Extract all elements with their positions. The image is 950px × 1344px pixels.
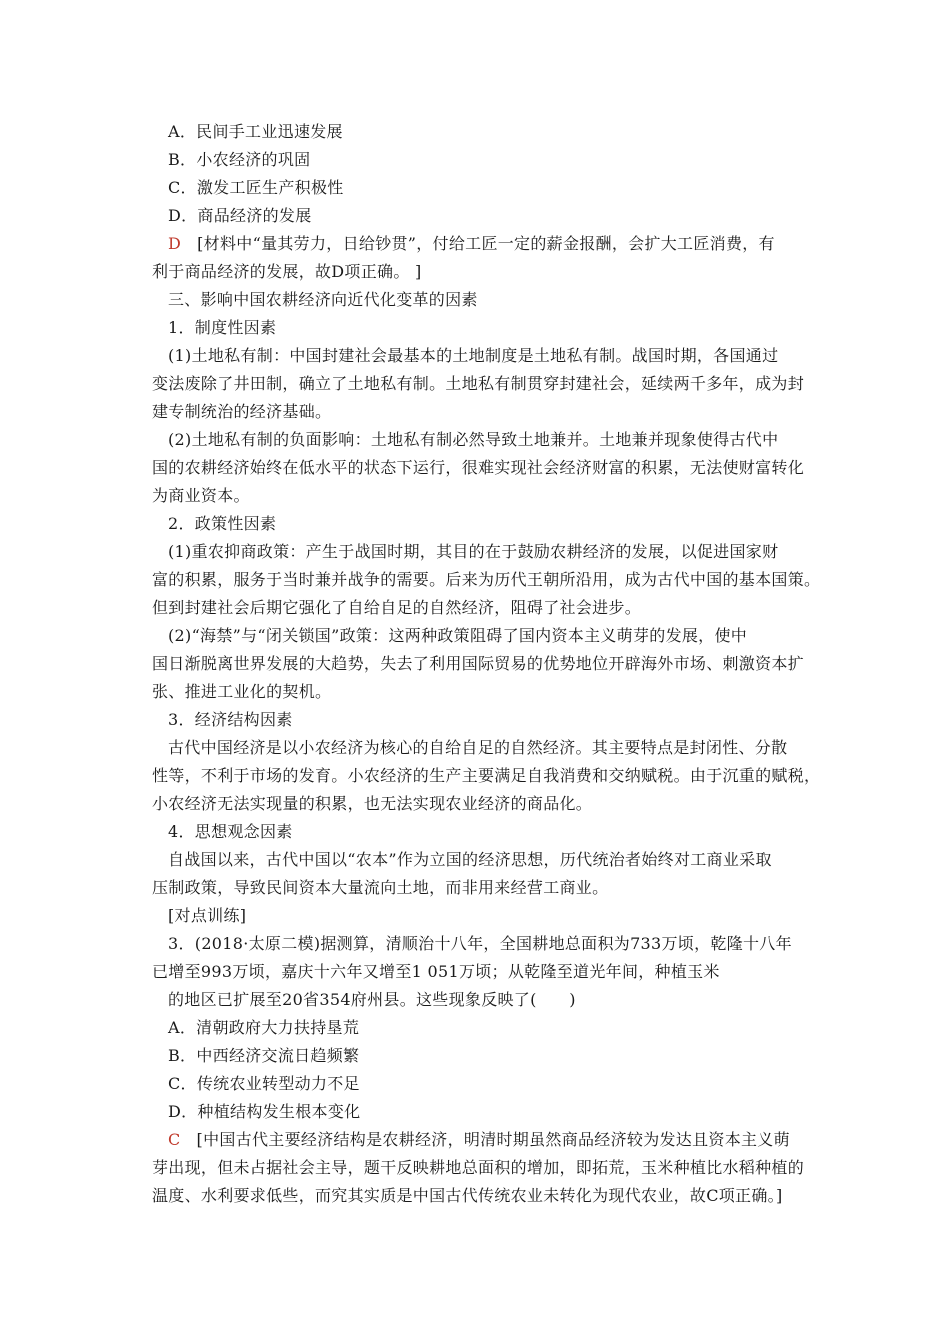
q2-option-b: B．小农经济的巩固 bbox=[168, 150, 311, 169]
heading-ideology: 4．思想观念因素 bbox=[168, 822, 293, 841]
p5-line-2: 性等，不利于市场的发育。小农经济的生产主要满足自我消费和交纳赋税。由于沉重的赋税， bbox=[152, 766, 821, 785]
p1-line-3: 建专制统治的经济基础。 bbox=[152, 402, 332, 421]
q3-explanation-line-3: 温度、水利要求低些，而究其实质是中国古代传统农业未转化为现代农业，故C项正确。] bbox=[152, 1186, 783, 1205]
q2-explanation-line-1: [材料中“量其劳力，日给钞贯”，付给工匠一定的薪金报酬，会扩大工匠消费，有 bbox=[197, 234, 775, 253]
q3-option-a: A．清朝政府大力扶持垦荒 bbox=[168, 1018, 360, 1037]
q3-stem-line-1: 3．(2018·太原二模)据测算，清顺治十八年，全国耕地总面积为733万顷，乾隆十八年 bbox=[168, 934, 792, 953]
p2-line-1: (2)土地私有制的负面影响：土地私有制必然导致土地兼并。土地兼并现象使得古代中 bbox=[168, 430, 779, 449]
p6-line-2: 压制政策，导致民间资本大量流向土地，而非用来经营工商业。 bbox=[152, 878, 609, 897]
document-body bbox=[152, 118, 821, 1210]
q3-explanation-line-1: [中国古代主要经济结构是农耕经济，明清时期虽然商品经济较为发达且资本主义萌 bbox=[196, 1130, 790, 1149]
p2-line-2: 国的农耕经济始终在低水平的状态下运行，很难实现社会经济财富的积累，无法使财富转化 bbox=[152, 458, 805, 477]
p1-line-2: 变法废除了井田制，确立了土地私有制。土地私有制贯穿封建社会，延续两千多年，成为封 bbox=[152, 374, 805, 393]
heading-institutional: 1．制度性因素 bbox=[168, 318, 277, 337]
training-label: [对点训练] bbox=[168, 906, 247, 925]
q2-option-c: C．激发工匠生产积极性 bbox=[168, 178, 344, 197]
q2-answer-letter: D bbox=[168, 234, 182, 253]
q3-answer-letter: C bbox=[168, 1130, 181, 1149]
p3-line-3: 但到封建社会后期它强化了自给自足的自然经济，阻碍了社会进步。 bbox=[152, 598, 642, 617]
heading-economic-structure: 3．经济结构因素 bbox=[168, 710, 293, 729]
q3-answer-line bbox=[168, 1126, 816, 1154]
p4-line-2: 国日渐脱离世界发展的大趋势，失去了利用国际贸易的优势地位开辟海外市场、刺激资本扩 bbox=[152, 654, 805, 673]
p3-line-1: (1)重农抑商政策：产生于战国时期，其目的在于鼓励农耕经济的发展，以促进国家财 bbox=[168, 542, 779, 561]
q3-explanation-line-2: 芽出现，但未占据社会主导，题干反映耕地总面积的增加，即拓荒，玉米种植比水稻种植的 bbox=[152, 1158, 805, 1177]
heading-policy: 2．政策性因素 bbox=[168, 514, 277, 533]
q3-option-c: C．传统农业转型动力不足 bbox=[168, 1074, 360, 1093]
q3-stem-line-3: 的地区已扩展至20省354府州县。这些现象反映了( ) bbox=[168, 990, 576, 1009]
p4-line-3: 张、推进工业化的契机。 bbox=[152, 682, 332, 701]
q3-option-b: B．中西经济交流日趋频繁 bbox=[168, 1046, 360, 1065]
q3-option-d: D．种植结构发生根本变化 bbox=[168, 1102, 361, 1121]
p5-line-1: 古代中国经济是以小农经济为核心的自给自足的自然经济。其主要特点是封闭性、分散 bbox=[168, 738, 788, 757]
q2-option-a: A．民间手工业迅速发展 bbox=[168, 122, 343, 141]
p2-line-3: 为商业资本。 bbox=[152, 486, 250, 505]
q2-explanation-line-2: 利于商品经济的发展，故D项正确。 ] bbox=[152, 262, 422, 281]
p6-line-1: 自战国以来，古代中国以“农本”作为立国的经济思想，历代统治者始终对工商业采取 bbox=[168, 850, 772, 869]
p4-line-1: (2)“海禁”与“闭关锁国”政策：这两种政策阻碍了国内资本主义萌芽的发展，使中 bbox=[168, 626, 748, 645]
q2-answer-line bbox=[168, 230, 816, 258]
q3-stem-line-2: 已增至993万顷，嘉庆十六年又增至1 051万顷；从乾隆至道光年间，种植玉米 bbox=[152, 962, 720, 981]
p1-line-1: (1)土地私有制：中国封建社会最基本的土地制度是土地私有制。战国时期，各国通过 bbox=[168, 346, 779, 365]
section-title: 三、影响中国农耕经济向近代化变革的因素 bbox=[168, 290, 478, 309]
p5-line-3: 小农经济无法实现量的积累，也无法实现农业经济的商品化。 bbox=[152, 794, 593, 813]
q2-option-d: D．商品经济的发展 bbox=[168, 206, 312, 225]
p3-line-2: 富的积累，服务于当时兼并战争的需要。后来为历代王朝所沿用，成为古代中国的基本国策。 bbox=[152, 570, 821, 589]
